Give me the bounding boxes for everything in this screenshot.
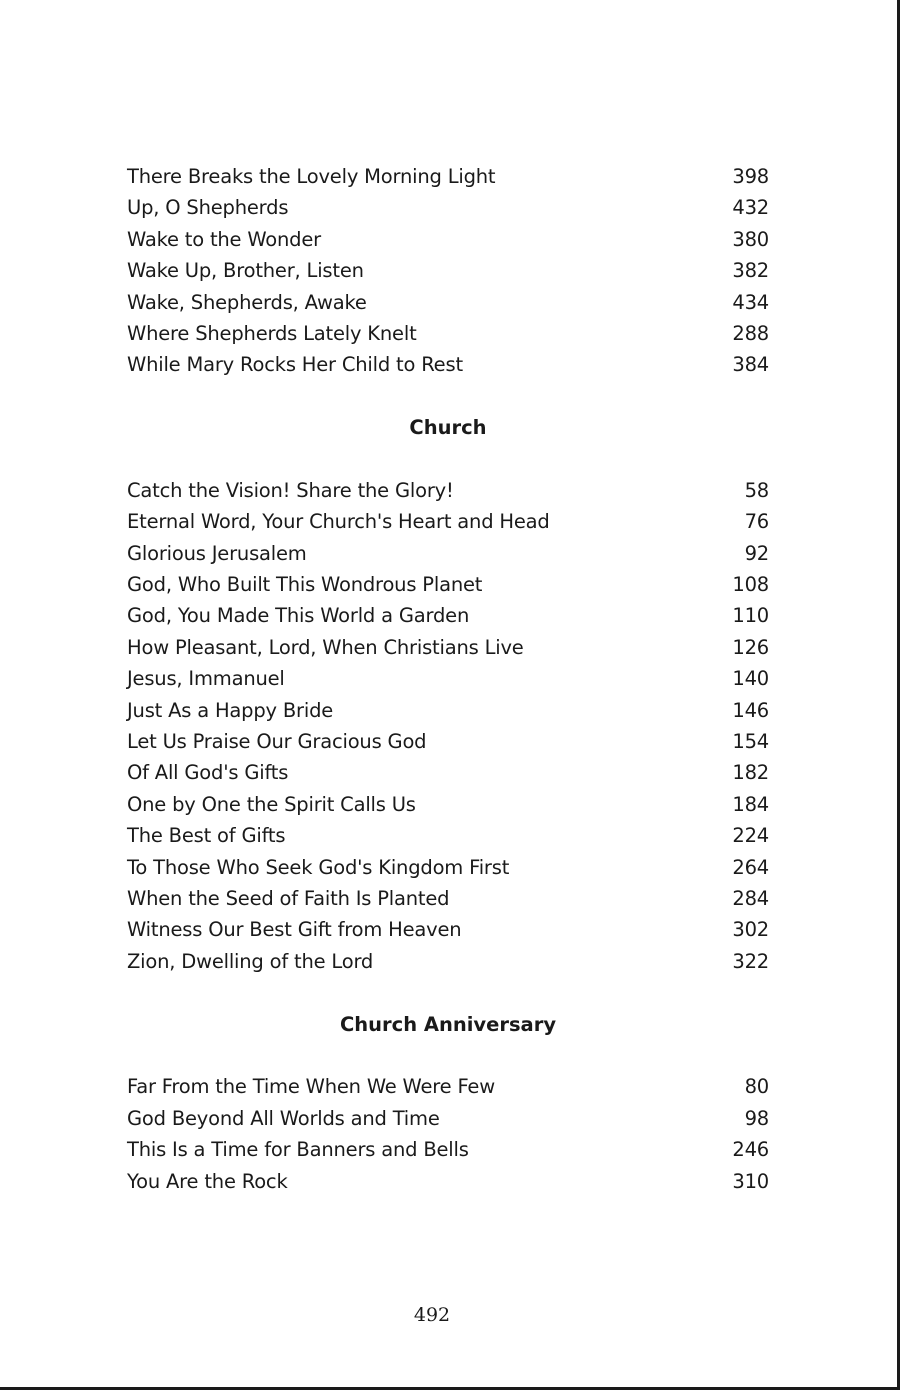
index-entry bbox=[127, 726, 769, 757]
entry-number: 126 bbox=[732, 635, 769, 659]
entry-number: 382 bbox=[732, 259, 769, 283]
index-entry bbox=[127, 914, 769, 945]
entry-title: Of All God's Gifts bbox=[127, 761, 289, 785]
index-entry bbox=[127, 255, 769, 286]
entry-title: While Mary Rocks Her Child to Rest bbox=[127, 353, 463, 377]
index-section-continued bbox=[127, 161, 769, 381]
entry-number: 108 bbox=[732, 573, 769, 597]
page-number: 492 bbox=[413, 1304, 451, 1326]
entry-number: 80 bbox=[744, 1075, 769, 1099]
entry-number: 76 bbox=[744, 510, 769, 534]
index-entry bbox=[127, 318, 769, 349]
index-entry bbox=[127, 475, 769, 506]
index-section-church-anniversary bbox=[127, 1009, 769, 1197]
entry-title: Witness Our Best Gift from Heaven bbox=[127, 918, 462, 942]
index-entry bbox=[127, 1071, 769, 1102]
index-entry bbox=[127, 946, 769, 977]
index-entry bbox=[127, 506, 769, 537]
entry-title: Wake Up, Brother, Listen bbox=[127, 259, 364, 283]
entry-title: To Those Who Seek God's Kingdom First bbox=[127, 855, 510, 879]
index-entry bbox=[127, 789, 769, 820]
entry-title: Glorious Jerusalem bbox=[127, 541, 307, 565]
entry-number: 284 bbox=[732, 886, 769, 910]
index-entry bbox=[127, 663, 769, 694]
entry-number: 398 bbox=[732, 165, 769, 188]
section-heading: Church Anniversary bbox=[339, 1012, 557, 1036]
index-entry bbox=[127, 349, 769, 380]
entry-title: How Pleasant, Lord, When Christians Live bbox=[127, 635, 524, 659]
entry-number: 246 bbox=[732, 1138, 769, 1162]
entry-title: God, Who Built This Wondrous Planet bbox=[127, 573, 483, 597]
entry-number: 302 bbox=[732, 918, 769, 942]
entry-title: Far From the Time When We Were Few bbox=[127, 1075, 495, 1099]
entry-title: Up, O Shepherds bbox=[127, 196, 289, 220]
index-entry bbox=[127, 695, 769, 726]
index-entry bbox=[127, 161, 769, 192]
entry-number: 432 bbox=[732, 196, 769, 220]
entry-title: You Are the Rock bbox=[127, 1169, 288, 1193]
hymn-index bbox=[127, 161, 769, 1197]
index-entry bbox=[127, 1166, 769, 1197]
entry-number: 310 bbox=[732, 1169, 769, 1193]
entry-title: The Best of Gifts bbox=[127, 824, 286, 848]
index-entry bbox=[127, 569, 769, 600]
entry-number: 322 bbox=[732, 949, 769, 973]
entry-title: Zion, Dwelling of the Lord bbox=[127, 949, 374, 973]
entry-number: 184 bbox=[732, 792, 769, 816]
entry-number: 224 bbox=[732, 824, 769, 848]
index-entry bbox=[127, 883, 769, 914]
entry-number: 380 bbox=[732, 227, 769, 251]
entry-title: God Beyond All Worlds and Time bbox=[127, 1106, 440, 1130]
entry-title: Wake to the Wonder bbox=[127, 227, 321, 251]
index-entry bbox=[127, 287, 769, 318]
section-heading: Church bbox=[409, 416, 487, 440]
entry-number: 154 bbox=[732, 730, 769, 754]
entry-title: God, You Made This World a Garden bbox=[127, 604, 470, 628]
entry-number: 58 bbox=[744, 478, 769, 502]
entry-title: Where Shepherds Lately Knelt bbox=[127, 321, 417, 345]
entry-number: 110 bbox=[732, 604, 769, 628]
entry-number: 264 bbox=[732, 855, 769, 879]
index-entry bbox=[127, 632, 769, 663]
index-section-church bbox=[127, 412, 769, 977]
entry-number: 140 bbox=[732, 667, 769, 691]
index-entry bbox=[127, 224, 769, 255]
entry-number: 182 bbox=[732, 761, 769, 785]
entry-title: When the Seed of Faith Is Planted bbox=[127, 886, 450, 910]
entry-title: One by One the Spirit Calls Us bbox=[127, 792, 416, 816]
entry-title: This Is a Time for Banners and Bells bbox=[127, 1138, 469, 1162]
entry-number: 384 bbox=[732, 353, 769, 377]
index-entry bbox=[127, 757, 769, 788]
index-entry bbox=[127, 820, 769, 851]
entry-title: Just As a Happy Bride bbox=[127, 698, 334, 722]
entry-title: Let Us Praise Our Gracious God bbox=[127, 730, 427, 754]
entry-number: 92 bbox=[744, 541, 769, 565]
entry-number: 146 bbox=[732, 698, 769, 722]
index-entry bbox=[127, 192, 769, 223]
index-entry bbox=[127, 1103, 769, 1134]
entry-number: 288 bbox=[732, 321, 769, 345]
index-entry bbox=[127, 600, 769, 631]
index-entry bbox=[127, 538, 769, 569]
index-entry bbox=[127, 1134, 769, 1165]
entry-title: Wake, Shepherds, Awake bbox=[127, 290, 367, 314]
entry-title: There Breaks the Lovely Morning Light bbox=[127, 165, 496, 188]
index-entry bbox=[127, 852, 769, 883]
entry-number: 434 bbox=[732, 290, 769, 314]
entry-title: Jesus, Immanuel bbox=[127, 667, 285, 691]
entry-title: Eternal Word, Your Church's Heart and Head bbox=[127, 510, 550, 534]
entry-number: 98 bbox=[744, 1106, 769, 1130]
entry-title: Catch the Vision! Share the Glory! bbox=[127, 478, 454, 502]
